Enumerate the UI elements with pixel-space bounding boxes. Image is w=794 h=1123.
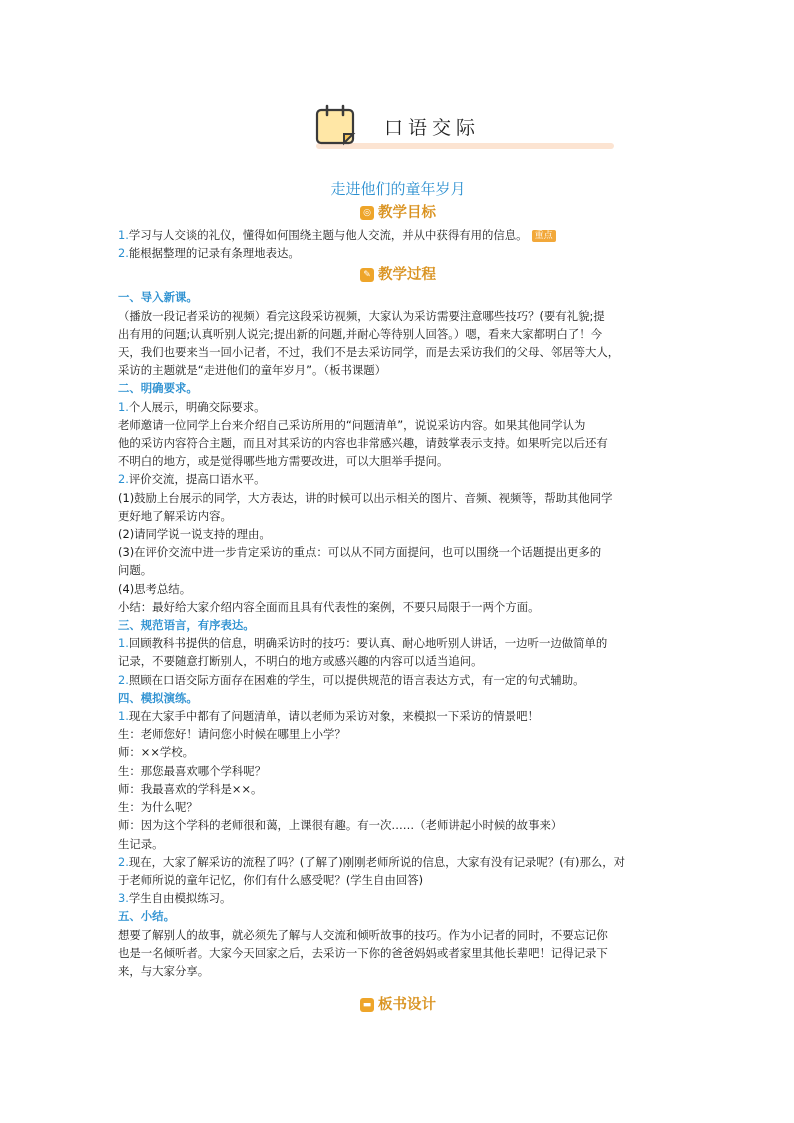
paragraph-line: 他的采访内容符合主题，而且对其采访的内容也非常感兴趣，请鼓掌表示支持。如果听完以后还有 [118,436,608,451]
item-text: 现在大家手中都有了问题清单，请以老师为采访对象，来模拟一下采访的情景吧！ [128,709,539,724]
dialogue-line: 师：因为这个学科的老师很和蔼，上课很有趣。有一次……（老师讲起小时候的故事来） [118,818,563,833]
target-icon: ◎ [360,206,374,220]
step-heading: 五、小结。 [118,909,175,924]
numbered-item [118,707,678,725]
dialogue-line: 生记录。 [118,836,164,851]
dialogue-line: 师：××学校。 [118,745,195,760]
step-heading: 四、模拟演练。 [118,690,198,705]
goal-text: 能根据整理的记录有条理地表达。 [128,246,300,261]
dialogue-line: 师：我最喜欢的学科是××。 [118,781,263,796]
section-goals-label: 教学目标 [378,205,436,221]
paragraph-line: 于老师所说的童年记忆，你们有什么感受呢？(学生自由回答) [118,872,424,887]
goal-number: 2. [118,246,129,261]
item-number: 2. [118,472,129,487]
item-number: 2. [118,672,129,687]
paragraph-line: 来，与大家分享。 [118,963,210,978]
goal-item-2 [118,244,678,262]
item-text: 照顾在口语交际方面存在困难的学生，可以提供规范的语言表达方式，有一定的句式辅助。 [128,672,585,687]
paragraph-line: (1)鼓励上台展示的同学，大方表达，讲的时候可以出示相关的图片、音频、视频等，帮助其他同学 [118,490,613,505]
paragraph-line: 小结：最好给大家介绍内容全面而且具有代表性的案例，不要只局限于一两个方面。 [118,599,540,614]
header-title: 口语交际 [384,117,481,139]
paragraph-line: 天，我们也要来当一回小记者，不过，我们不是去采访同学，而是去采访我们的父母、邻居等大人， [118,345,620,360]
paragraph-line: （播放一段记者采访的视频）看完这段采访视频，大家认为采访需要注意哪些技巧？(要有礼貌;提 [118,308,605,323]
item-text: 回顾教科书提供的信息，明确采访时的技巧：要认真、耐心地听别人讲话，一边听一边做简单的 [128,636,608,651]
section-goals-title [118,202,678,224]
numbered-item [118,671,678,689]
goal-text: 学习与人交谈的礼仪，懂得如何围绕主题与他人交流，并从中获得有用的信息。 [128,228,528,242]
section-process-label: 教学过程 [378,267,436,284]
notebook-icon [314,103,358,147]
paragraph-line: 老师邀请一位同学上台来介绍自己采访所用的“问题清单”，说说采访内容。如果其他同学认为 [118,417,586,432]
page-header [0,95,794,155]
step-heading: 三、规范语言，有序表达。 [118,618,255,633]
numbered-item [118,398,678,416]
goal-item-1 [118,226,678,244]
section-board-title [118,994,678,1016]
paragraph-line: 出有用的问题;认真听别人说完;提出新的问题,并耐心等待别人回答。）嗯，看来大家都明白了！今 [118,326,603,341]
numbered-item [118,889,678,907]
key-point-badge: 重点 [532,230,556,242]
section-process-title [118,264,678,286]
dialogue-line: 生：那您最喜欢哪个学科呢？ [118,763,267,778]
paragraph-line: (3)在评价交流中进一步肯定采访的重点：可以从不同方面提问，也可以围绕一个话题提出更多的 [118,545,602,560]
item-text: 现在，大家了解采访的流程了吗？(了解了)刚刚老师所说的信息，大家有没有记录呢？(有)那么，对 [128,854,626,869]
section-board-label: 板书设计 [378,997,436,1014]
lesson-title: 走进他们的童年岁月 [330,180,466,198]
document-body [118,178,678,1018]
item-text: 评价交流，提高口语水平。 [128,472,266,487]
item-number: 2. [118,854,129,869]
step-heading: 二、明确要求。 [118,381,198,396]
header-band [316,143,614,149]
item-number: 3. [118,891,129,906]
paragraph-line: 采访的主题就是“走进他们的童年岁月”。（板书课题） [118,363,387,378]
dialogue-line: 生：老师您好！请问您小时候在哪里上小学？ [118,727,346,742]
board-icon: ▬ [360,998,374,1012]
numbered-item [118,634,678,652]
paragraph-line: 记录，不要随意打断别人，不明白的地方或感兴趣的内容可以适当追问。 [118,654,483,669]
item-number: 1. [118,709,129,724]
numbered-item [118,470,678,488]
paragraph-line: 问题。 [118,563,153,578]
pen-icon: ✎ [360,268,374,282]
paragraph-line: 更好地了解采访内容。 [118,508,232,523]
paragraph-line: (2)请同学说一说支持的理由。 [118,527,271,542]
numbered-item [118,853,678,871]
dialogue-line: 生：为什么呢？ [118,800,198,815]
step-heading: 一、导入新课。 [118,290,198,305]
paragraph-line: (4)思考总结。 [118,581,192,596]
item-text: 学生自由模拟练习。 [128,891,232,906]
paragraph-line: 想要了解别人的故事，就必须先了解与人交流和倾听故事的技巧。作为小记者的同时，不要忘记你 [118,927,608,942]
item-number: 1. [118,636,129,651]
item-text: 个人展示，明确交际要求。 [128,399,266,414]
paragraph-line: 也是一名倾听者。大家今天回家之后，去采访一下你的爸爸妈妈或者家里其他长辈吧！记得记录下 [118,945,608,960]
goal-number: 1. [118,228,129,242]
item-number: 1. [118,399,129,414]
paragraph-line: 不明白的地方，或是觉得哪些地方需要改进，可以大胆举手提问。 [118,454,449,469]
